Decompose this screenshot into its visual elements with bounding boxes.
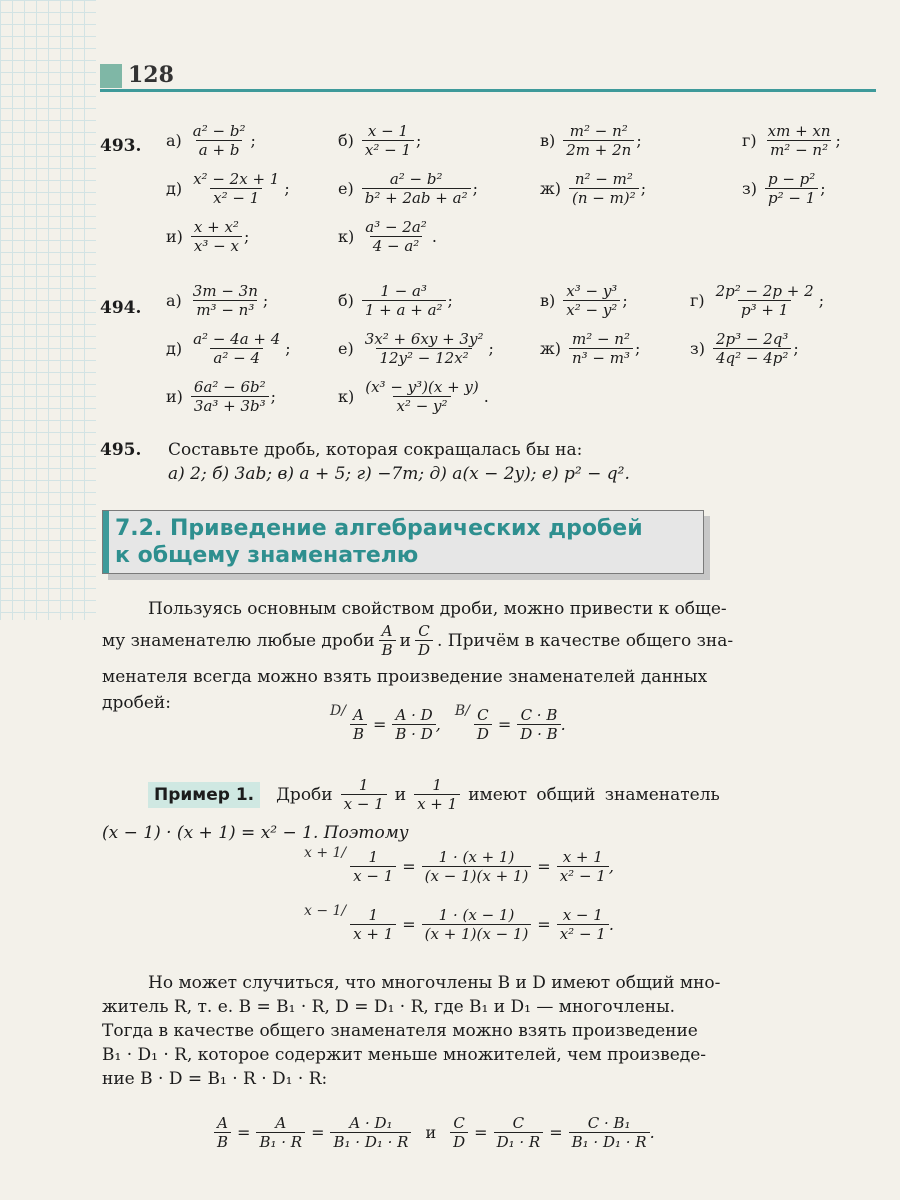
intro-line4: дробей: (102, 693, 171, 713)
ex494-item: к) $\frac{\text{(x³ − y³)(x + y)}}{\text{x² − y²}}$ . (338, 378, 489, 415)
grid-margin-decoration (0, 0, 96, 620)
exercise-494-number: 494. (100, 298, 142, 318)
item-label: б) (338, 291, 354, 310)
exercise-495-text: Составьте дробь, которая сокращалась бы на: (168, 440, 583, 460)
section-title-line1: 7.2. Приведение алгебраических дробей (115, 516, 643, 541)
item-fraction: $\frac{\text{m² − n²}}{2m + 2n}$ (563, 122, 634, 159)
item-fraction: $\frac{\text{p − p²}}{\text{p² − 1}}$ (765, 170, 818, 207)
item-label: г) (742, 131, 757, 150)
item-label: г) (690, 291, 705, 310)
item-fraction: $\frac{\text{6a² − 6b²}}{\text{3a³ + 3b³}}$ (191, 378, 269, 415)
frac-C-D: $\frac{C}{D}$ (415, 622, 433, 659)
ex493-item: б) $\frac{x - 1}{\text{x² − 1}}$ ; (338, 122, 422, 159)
ex494-item: з) $\frac{\text{2p³ − 2q³}}{\text{4q² − 4p²}}$ ; (690, 330, 799, 367)
item-fraction: $\frac{\text{x² − 2x + 1}}{\text{x² − 1}}$ (193, 170, 280, 207)
ex494-item: а) $\frac{3m - 3n}{\text{m³ − n³}}$ ; (166, 282, 269, 319)
example1-tag: Пример 1. (148, 782, 260, 808)
item-fraction: $\frac{\text{a³ − 2a²}}{\text{4 − a²}}$ (365, 218, 427, 255)
ex494-item: и) $\frac{\text{6a² − 6b²}}{\text{3a³ + 3b³}}$ ; (166, 378, 277, 415)
page-number: 128 (128, 62, 174, 88)
item-fraction: $\frac{\text{m² − n²}}{\text{n³ − m³}}$ (569, 330, 633, 367)
heading-stripe (103, 511, 109, 573)
ex493-item: з) $\frac{\text{p − p²}}{\text{p² − 1}}$ ; (742, 170, 826, 207)
item-fraction: $\frac{xm + xn}{\text{m² − n²}}$ (767, 122, 831, 159)
example1-line1: Пример 1. Дроби $\frac{1}{x - 1}$ и $\frac{1}{x + 1}$ имеют общий знаменатель (148, 776, 878, 813)
item-label: к) (338, 387, 355, 406)
item-fraction: $\frac{\text{a² − 4a + 4}}{\text{a² − 4}}$ (193, 330, 281, 367)
intro-line2-c: . Причём в качестве общего зна- (436, 630, 734, 651)
intro-line3: менателя всегда можно взять произведение знаменателей данных (102, 667, 708, 687)
intro-line2 (102, 622, 862, 659)
item-label: к) (338, 227, 355, 246)
item-fraction: $\frac{\text{x + x²}}{\text{x³ − x}}$ (191, 218, 242, 255)
item-label: а) (166, 291, 182, 310)
header-rule (100, 89, 876, 92)
para2-line5: ние B · D = B₁ · R · D₁ · R: (102, 1069, 328, 1089)
exercise-495-number: 495. (100, 440, 142, 460)
item-label: и) (166, 387, 183, 406)
item-label: з) (742, 179, 757, 198)
item-fraction: $\frac{\text{2p² − 2p + 2}}{\text{p³ + 1}}$ (715, 282, 814, 319)
exercise-493-number: 493. (100, 136, 142, 156)
para2-line3: Тогда в качестве общего знаменателя можно взять произведение (102, 1021, 698, 1041)
ex494-item: д) $\frac{\text{a² − 4a + 4}}{\text{a² − 4}}$ ; (166, 330, 291, 367)
ex494-item: б) $\frac{\text{1 − a³}}{\text{1 + a + a²}}$ ; (338, 282, 453, 319)
header-marker (100, 64, 122, 88)
ex493-item: к) $\frac{\text{a³ − 2a²}}{\text{4 − a²}}$ . (338, 218, 437, 255)
example1-line2: (x − 1) · (x + 1) = x² − 1. Поэтому (102, 823, 409, 843)
section-title-line2: к общему знаменателю (115, 543, 419, 568)
item-label: е) (338, 339, 354, 358)
item-fraction: $\frac{\text{n² − m²}}{\text{(n − m)²}}$ (569, 170, 639, 207)
section-title (115, 515, 643, 569)
ex494-item: в) $\frac{\text{x³ − y³}}{\text{x² − y²}}$ ; (540, 282, 628, 319)
item-label: в) (540, 291, 556, 310)
para2-line2: житель R, т. е. B = B₁ · R, D = D₁ · R, где B₁ и D₁ — многочлены. (102, 997, 676, 1017)
item-fraction: $\frac{3m - 3n}{\text{m³ − n³}}$ (192, 282, 258, 319)
para2-line4: B₁ · D₁ · R, которое содержит меньше множителей, чем произведе- (102, 1045, 707, 1065)
formula-reduced-common-denominator: $\frac{A}{B}$ = $\frac{A}{\text{B₁ · R}}$ = $\frac{\text{A · D₁}}{\text{B₁ · D₁ · R}}$ и $\frac{C}{D}$ = $\frac{C}{\text{D₁ · R}}$ = $\frac{\text{C · B₁}}{\text{B₁ · D₁ · R}}$ . (214, 1114, 655, 1151)
item-fraction: $\frac{\text{2p³ − 2q³}}{\text{4q² − 4p²}}$ (713, 330, 791, 367)
item-fraction: $\frac{\text{1 − a³}}{\text{1 + a + a²}}$ (362, 282, 446, 319)
exercise-495-answers: а) 2; б) 3ab; в) a + 5; г) −7m; д) a(x − 2y); е) p² − q². (168, 464, 630, 484)
formula-example-1b: x − 1/ $\frac{1}{x + 1}$ = $\frac{1 \cdot (x - 1)}{(x + 1)(x - 1)}$ = $\frac{x - 1}{\text{x² − 1}}$ . (304, 902, 614, 943)
ex493-item: г) $\frac{xm + xn}{\text{m² − n²}}$ ; (742, 122, 841, 159)
section-heading (102, 510, 704, 574)
ex493-item: ж) $\frac{\text{n² − m²}}{\text{(n − m)²}}$ ; (540, 170, 647, 207)
ex493-item: в) $\frac{\text{m² − n²}}{2m + 2n}$ ; (540, 122, 642, 159)
item-label: в) (540, 131, 556, 150)
item-label: з) (690, 339, 705, 358)
formula-common-denominator: D/ $\frac{A}{B}$ = $\frac{A \cdot D}{B \cdot D}$ , B/ $\frac{C}{D}$ = $\frac{C \cdot B}{D \cdot B}$ . (330, 702, 566, 743)
item-fraction: $\frac{\text{3x² + 6xy + 3y²}}{\text{12y² − 12x²}}$ (364, 330, 484, 367)
ex493-item: е) $\frac{\text{a² − b²}}{\text{b² + 2ab + a²}}$ ; (338, 170, 478, 207)
formula-example-1a: x + 1/ $\frac{1}{x - 1}$ = $\frac{1 \cdot (x + 1)}{(x - 1)(x + 1)}$ = $\frac{x + 1}{\text{x² − 1}}$ , (304, 844, 614, 885)
ex494-item: е) $\frac{\text{3x² + 6xy + 3y²}}{\text{12y² − 12x²}}$ ; (338, 330, 494, 367)
intro-line2-a: му знаменателю любые дроби (102, 630, 375, 651)
item-label: и) (166, 227, 183, 246)
ex493-item: д) $\frac{\text{x² − 2x + 1}}{\text{x² − 1}}$ ; (166, 170, 290, 207)
para2-line1: Но может случиться, что многочлены B и D имеют общий мно- (148, 973, 721, 993)
intro-line1: Пользуясь основным свойством дроби, можно привести к обще- (148, 599, 727, 619)
page-header (100, 64, 876, 90)
item-fraction: $\frac{x - 1}{\text{x² − 1}}$ (362, 122, 414, 159)
item-label: ж) (540, 179, 561, 198)
item-label: е) (338, 179, 354, 198)
item-label: а) (166, 131, 182, 150)
item-fraction: $\frac{\text{(x³ − y³)(x + y)}}{\text{x² − y²}}$ (365, 378, 479, 415)
ex494-item: ж) $\frac{\text{m² − n²}}{\text{n³ − m³}}$ ; (540, 330, 641, 367)
ex493-item: а) $\frac{\text{a² − b²}}{a + b}$ ; (166, 122, 256, 159)
ex494-item: г) $\frac{\text{2p² − 2p + 2}}{\text{p³ + 1}}$ ; (690, 282, 825, 319)
item-label: д) (166, 179, 183, 198)
item-label: д) (166, 339, 183, 358)
ex493-item: и) $\frac{\text{x + x²}}{\text{x³ − x}}$ ; (166, 218, 250, 255)
intro-line2-b: и (399, 630, 411, 651)
item-fraction: $\frac{\text{a² − b²}}{\text{b² + 2ab + a²}}$ (362, 170, 471, 207)
item-fraction: $\frac{\text{x³ − y³}}{\text{x² − y²}}$ (563, 282, 620, 319)
item-label: б) (338, 131, 354, 150)
item-fraction: $\frac{\text{a² − b²}}{a + b}$ (192, 122, 246, 159)
frac-A-B: $\frac{A}{B}$ (379, 622, 396, 659)
item-label: ж) (540, 339, 561, 358)
